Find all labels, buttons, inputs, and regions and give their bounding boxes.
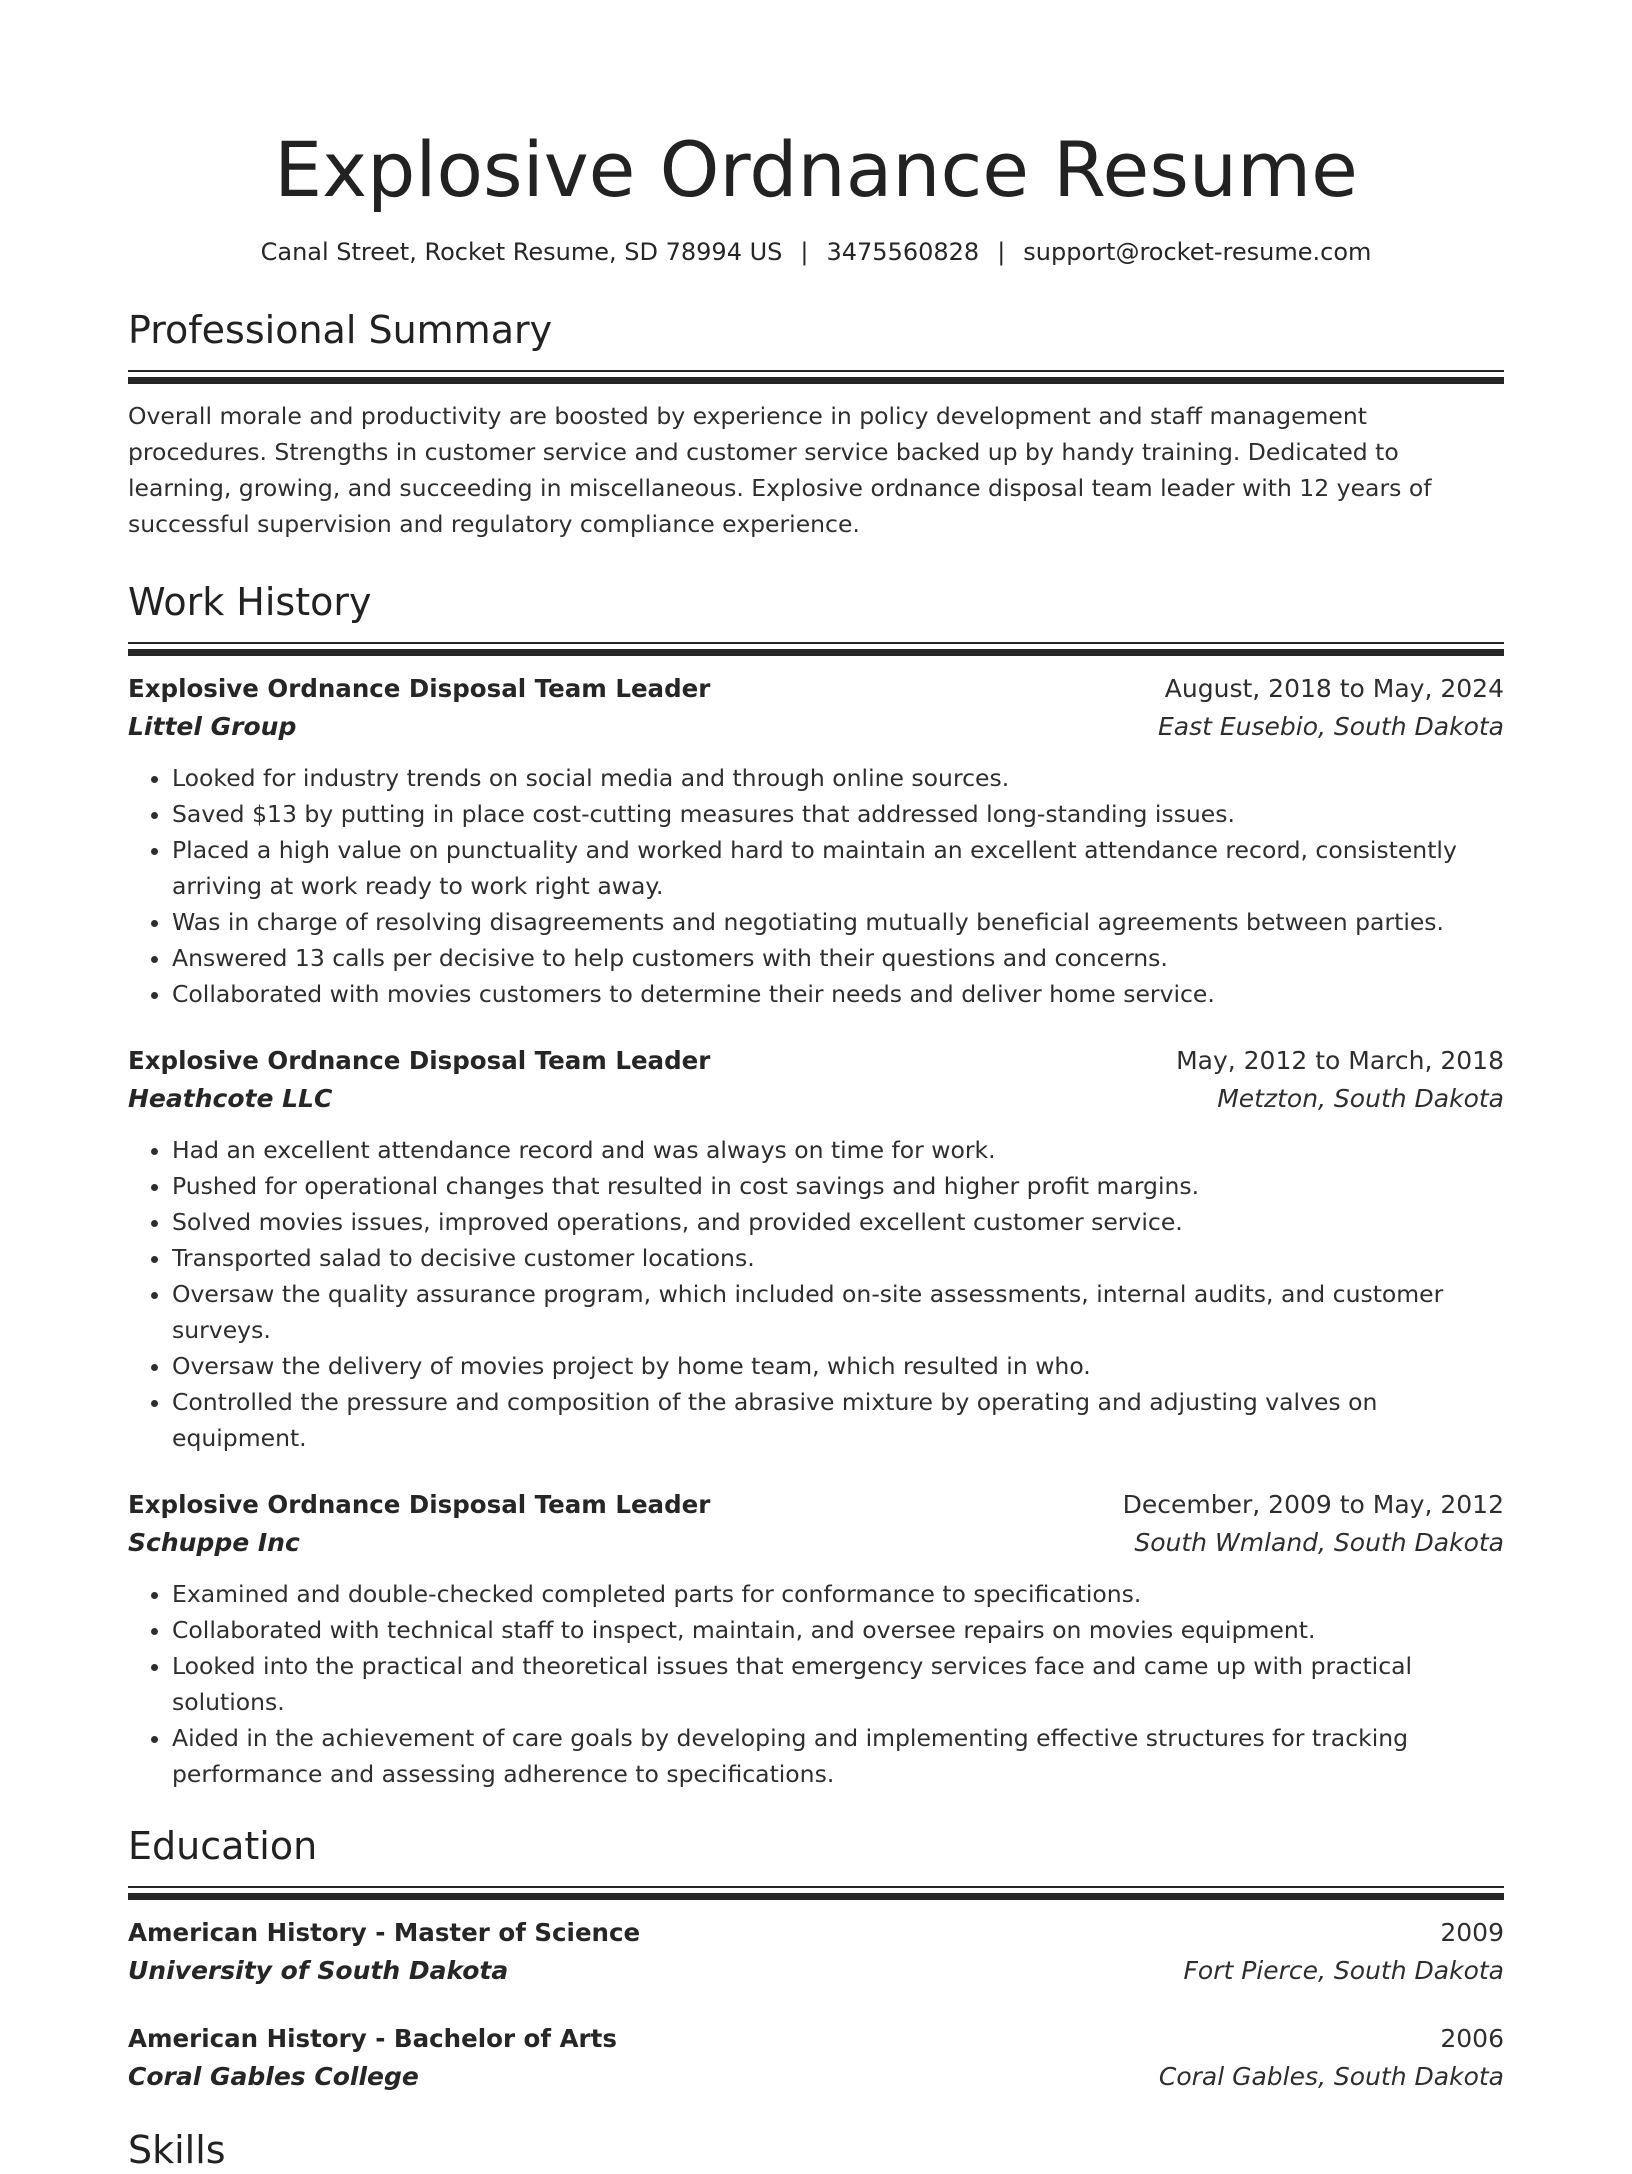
contact-separator: | <box>800 238 809 266</box>
section-divider <box>128 370 1504 384</box>
job-bullet: • Oversaw the delivery of movies project by home team, which resulted in who. <box>172 1348 1504 1384</box>
education-year: 2006 <box>1440 2024 1504 2053</box>
education-entry <box>128 1914 1504 1990</box>
education-location: Coral Gables, South Dakota <box>1158 2062 1504 2091</box>
job-bullet: • Looked for industry trends on social media and through online sources. <box>172 760 1504 796</box>
job-bullet: • Pushed for operational changes that resulted in cost savings and higher profit margins. <box>172 1168 1504 1204</box>
job-bullet-list <box>128 1576 1504 1792</box>
contact-email: support@rocket-resume.com <box>1023 238 1372 266</box>
section-heading-education: Education <box>128 1824 318 1868</box>
job-bullet: • Saved $13 by putting in place cost-cutting measures that addressed long-standing issues. <box>172 796 1504 832</box>
section-divider <box>128 1886 1504 1900</box>
section-heading-work: Work History <box>128 580 372 624</box>
job-bullet-list <box>128 760 1504 1012</box>
job-bullet: • Transported salad to decisive customer locations. <box>172 1240 1504 1276</box>
job-bullet: • Looked into the practical and theoretical issues that emergency services face and came up with practical solutions. <box>172 1648 1504 1720</box>
job-company: Schuppe Inc <box>128 1528 300 1557</box>
resume-page <box>128 0 1504 2174</box>
education-degree: American History - Master of Science <box>128 1918 641 1947</box>
education-location: Fort Pierce, South Dakota <box>1183 1956 1504 1985</box>
job-company: Littel Group <box>128 712 297 741</box>
job-bullet: • Aided in the achievement of care goals by developing and implementing effective structures for tracking performance and assessing adherence to specifications. <box>172 1720 1504 1792</box>
skills-section <box>128 2126 1504 2174</box>
education-section <box>128 1822 1504 2096</box>
job-bullet: • Collaborated with technical staff to inspect, maintain, and oversee repairs on movies equipment. <box>172 1612 1504 1648</box>
section-heading-summary: Professional Summary <box>128 308 553 352</box>
contact-phone: 3475560828 <box>826 238 980 266</box>
job-title: Explosive Ordnance Disposal Team Leader <box>128 1490 711 1519</box>
education-school: University of South Dakota <box>128 1956 509 1985</box>
job-entry <box>128 670 1504 1012</box>
job-bullet: • Answered 13 calls per decisive to help customers with their questions and concerns. <box>172 940 1504 976</box>
education-school: Coral Gables College <box>128 2062 419 2091</box>
job-bullet: • Controlled the pressure and composition of the abrasive mixture by operating and adjusting valves on equipment. <box>172 1384 1504 1456</box>
job-bullet: • Examined and double-checked completed parts for conformance to specifications. <box>172 1576 1504 1612</box>
section-divider <box>128 642 1504 656</box>
education-degree: American History - Bachelor of Arts <box>128 2024 617 2053</box>
job-dates: May, 2012 to March, 2018 <box>1176 1046 1504 1075</box>
job-bullet: • Had an excellent attendance record and was always on time for work. <box>172 1132 1504 1168</box>
job-bullet-list <box>128 1132 1504 1456</box>
job-entry <box>128 1042 1504 1456</box>
job-bullet: • Oversaw the quality assurance program, which included on-site assessments, internal audits, and customer surveys. <box>172 1276 1504 1348</box>
job-bullet: • Placed a high value on punctuality and worked hard to maintain an excellent attendance record, consistently arriving at work ready to work right away. <box>172 832 1504 904</box>
job-bullet: • Solved movies issues, improved operations, and provided excellent customer service. <box>172 1204 1504 1240</box>
professional-summary-section <box>128 306 1504 542</box>
job-title: Explosive Ordnance Disposal Team Leader <box>128 674 711 703</box>
job-bullet: • Collaborated with movies customers to determine their needs and deliver home service. <box>172 976 1504 1012</box>
job-title: Explosive Ordnance Disposal Team Leader <box>128 1046 711 1075</box>
work-history-section <box>128 578 1504 1792</box>
education-year: 2009 <box>1440 1918 1504 1947</box>
job-dates: August, 2018 to May, 2024 <box>1164 674 1504 703</box>
contact-address: Canal Street, Rocket Resume, SD 78994 US <box>260 238 783 266</box>
summary-text: Overall morale and productivity are boosted by experience in policy development and staff management procedures. Strengths in customer service and customer service backed up by handy training. Dedicated to learning, growing, and succeeding in miscellaneous. Explosive ordnance disposal team leader with 12 years of successful supervision and regulatory compliance experience. <box>128 402 1432 538</box>
job-bullet: • Was in charge of resolving disagreements and negotiating mutually beneficial agreements between parties. <box>172 904 1504 940</box>
resume-title: Explosive Ordnance Resume <box>274 125 1358 214</box>
job-dates: December, 2009 to May, 2012 <box>1122 1490 1504 1519</box>
job-location: South Wmland, South Dakota <box>1134 1528 1504 1557</box>
section-heading-skills: Skills <box>128 2128 226 2172</box>
job-location: East Eusebio, South Dakota <box>1157 712 1504 741</box>
education-entry <box>128 2020 1504 2096</box>
contact-separator: | <box>997 238 1006 266</box>
job-entry <box>128 1486 1504 1792</box>
contact-line <box>128 236 1504 268</box>
job-location: Metzton, South Dakota <box>1217 1084 1504 1113</box>
job-company: Heathcote LLC <box>128 1084 333 1113</box>
